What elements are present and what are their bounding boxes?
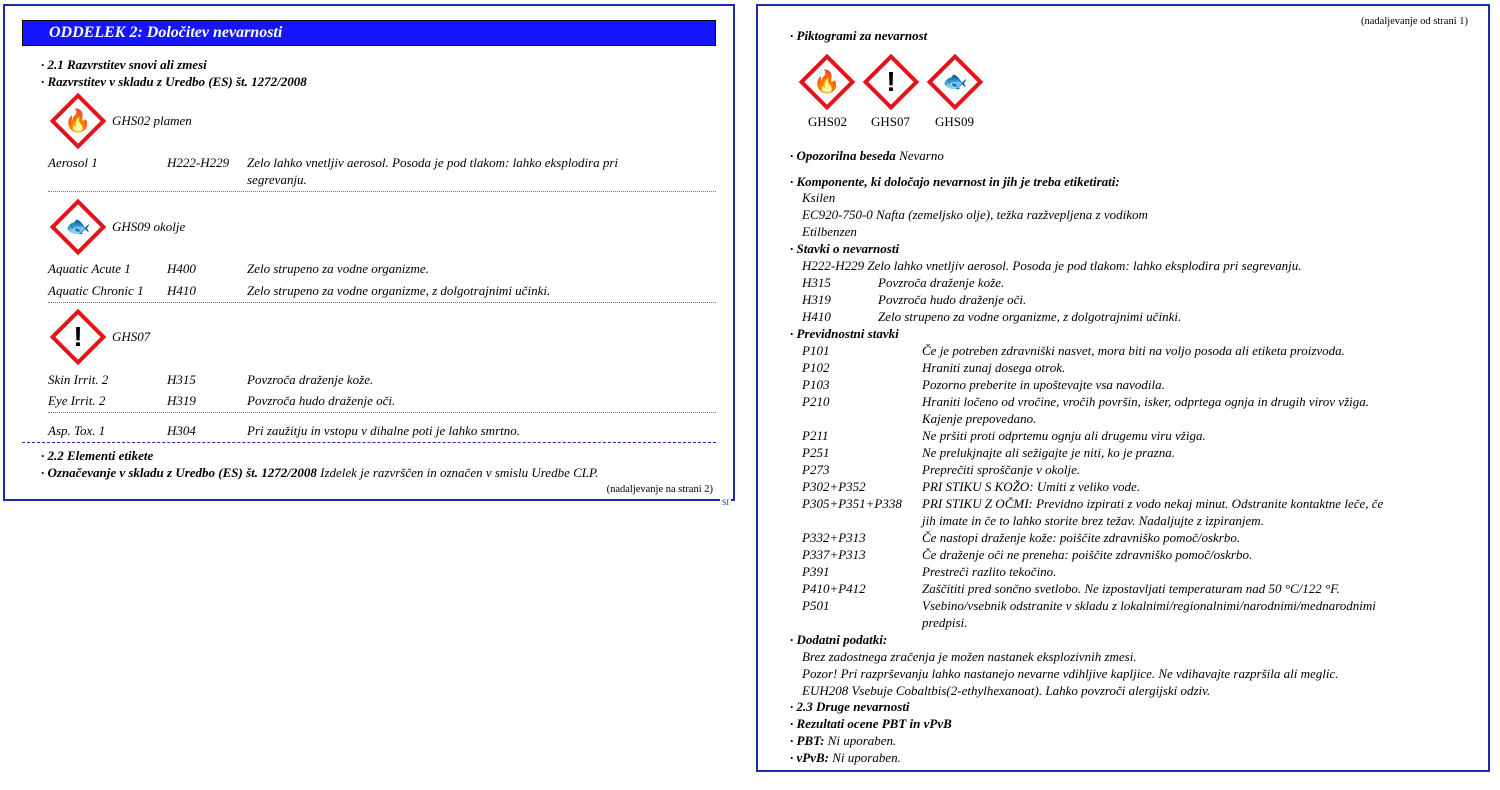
heading-2-3: · 2.3 Druge nevarnosti — [790, 699, 910, 714]
hazard-statement-1: H222-H229 Zelo lahko vnetljiv aerosol. Posoda je pod tlakom: lahko eksplodira pri segrevanju. — [802, 258, 1302, 273]
precaution-text: Prestreči razlito tekočino. — [922, 564, 1057, 579]
aerosol-text-2: segrevanju. — [247, 172, 307, 187]
pbt-line — [790, 733, 896, 749]
divider — [48, 191, 716, 192]
hazard-code-2: H315 — [802, 275, 831, 290]
labelling-line — [41, 465, 599, 481]
hazard-statements-heading: · Stavki o nevarnosti — [790, 241, 900, 256]
additional-info-1: Brez zadostnega zračenja je možen nastanek eksplozivnih zmesi. — [802, 649, 1137, 664]
precaution-code: P302+P352 — [802, 479, 866, 494]
vpvb-line — [790, 750, 901, 766]
heading-classification: · Razvrstitev v skladu z Uredbo (ES) št. 1272/2008 — [41, 74, 307, 89]
flame-pictogram-icon: 🔥 — [796, 51, 858, 113]
precaution-code: P501 — [802, 598, 830, 613]
components-heading: · Komponente, ki določajo nevarnost in jih je treba etiketirati: — [790, 174, 1120, 189]
section-2-banner: ODDELEK 2: Določitev nevarnosti — [22, 20, 716, 46]
hazard-text-2: Povzroča draženje kože. — [878, 275, 1005, 290]
aquatic-acute-text: Zelo strupeno za vodne organizme. — [247, 261, 429, 276]
hazard-text-4: Zelo strupeno za vodne organizme, z dolgotrajnimi učinki. — [878, 309, 1182, 324]
eye-code: H319 — [167, 393, 196, 408]
pbt-value: Ni uporaben. — [827, 733, 897, 748]
precaution-text: Ne pršiti proti odprtemu ognju ali drugemu viru vžiga. — [922, 428, 1206, 443]
skin-category: Skin Irrit. 2 — [48, 372, 109, 387]
ghs02-label: GHS02 plamen — [112, 113, 192, 128]
eye-category: Eye Irrit. 2 — [48, 393, 106, 408]
heading-2-2: · 2.2 Elementi etikete — [41, 448, 154, 463]
precaution-code: P273 — [802, 462, 830, 477]
precaution-code: P103 — [802, 377, 830, 392]
precaution-text: Vsebino/vsebnik odstranite v skladu z lokalnimi/regionalnimi/narodnimi/mednarodnimi — [922, 598, 1376, 613]
component-2: EC920-750-0 Nafta (zemeljsko olje), težka razžvepljena z vodikom — [802, 207, 1148, 222]
precaution-code: P337+P313 — [802, 547, 866, 562]
precaution-text: jih imate in če to lahko storite brez težav. Nadaljujte z izpiranjem. — [922, 513, 1264, 528]
asp-category: Asp. Tox. 1 — [48, 423, 106, 438]
aquatic-chronic-text: Zelo strupeno za vodne organizme, z dolgotrajnimi učinki. — [247, 283, 551, 298]
labelling-heading: · Označevanje v skladu z Uredbo (ES) št. 1272/2008 — [41, 465, 317, 480]
labelling-text: Izdelek je razvrščen in označen v smislu Uredbe CLP. — [320, 465, 599, 480]
precaution-text: Hraniti zunaj dosega otrok. — [922, 360, 1066, 375]
component-1: Ksilen — [802, 190, 836, 205]
hazard-code-3: H319 — [802, 292, 831, 307]
precaution-text: Če draženje oči ne preneha: poiščite zdravniško pomoč/oskrbo. — [922, 547, 1253, 562]
hazard-text-3: Povzroča hudo draženje oči. — [878, 292, 1027, 307]
pictogram-label-ghs07: GHS07 — [871, 114, 911, 129]
additional-info-heading: · Dodatni podatki: — [790, 632, 888, 647]
aerosol-category: Aerosol 1 — [48, 155, 98, 170]
component-3: Etilbenzen — [802, 224, 857, 239]
ghs09-label: GHS09 okolje — [112, 219, 186, 234]
precaution-code: P410+P412 — [802, 581, 866, 596]
pictogram-label-ghs02: GHS02 — [808, 114, 848, 129]
section-divider — [22, 442, 716, 443]
precaution-code: P332+P313 — [802, 530, 866, 545]
precaution-code: P251 — [802, 445, 830, 460]
precaution-text: Preprečiti sproščanje v okolje. — [922, 462, 1081, 477]
precaution-text: predpisi. — [922, 615, 968, 630]
page-right — [756, 4, 1490, 772]
divider — [48, 302, 716, 303]
skin-text: Povzroča draženje kože. — [247, 372, 374, 387]
precaution-text: PRI STIKU S KOŽO: Umiti z veliko vode. — [922, 479, 1141, 494]
precaution-text: Pozorno preberite in upoštevajte vsa navodila. — [922, 377, 1165, 392]
page-left — [3, 4, 735, 507]
divider — [48, 412, 716, 413]
precaution-code: P102 — [802, 360, 830, 375]
precaution-text: Če je potreben zdravniški nasvet, mora biti na voljo posoda ali etiketa proizvoda. — [922, 343, 1345, 358]
pictograms-heading: · Piktogrami za nevarnost — [790, 28, 928, 43]
aquatic-acute-code: H400 — [167, 261, 196, 276]
continued-next: (nadaljevanje na strani 2) — [606, 484, 713, 495]
pbt-results-heading: · Rezultati ocene PBT in vPvB — [790, 716, 952, 731]
hazard-code-4: H410 — [802, 309, 831, 324]
environment-pictogram-icon: 🐟 — [924, 51, 986, 113]
heading-2-1: · 2.1 Razvrstitev snovi ali zmesi — [41, 57, 207, 72]
precaution-text: PRI STIKU Z OČMI: Previdno izpirati z vodo nekaj minut. Odstranite kontaktne leče, če — [922, 496, 1384, 511]
precaution-code: P211 — [802, 428, 829, 443]
additional-info-3: EUH208 Vsebuje Cobaltbis(2-ethylhexanoat). Lahko povzroči alergijski odziv. — [802, 683, 1211, 698]
asp-text: Pri zaužitju in vstopu v dihalne poti je lahko smrtno. — [247, 423, 520, 438]
signal-word-line — [790, 148, 944, 164]
flame-pictogram-icon: 🔥 — [47, 90, 109, 152]
aquatic-chronic-category: Aquatic Chronic 1 — [48, 283, 144, 298]
aquatic-acute-category: Aquatic Acute 1 — [48, 261, 131, 276]
precaution-text: Hraniti ločeno od vročine, vročih površin, isker, odprtega ognja in drugih virov vžiga. — [922, 394, 1369, 409]
eye-text: Povzroča hudo draženje oči. — [247, 393, 396, 408]
precaution-text: Kajenje prepovedano. — [922, 411, 1037, 426]
environment-pictogram-icon: 🐟 — [47, 196, 109, 258]
exclamation-pictogram-icon: ! — [860, 51, 922, 113]
aquatic-chronic-code: H410 — [167, 283, 196, 298]
aerosol-text: Zelo lahko vnetljiv aerosol. Posoda je pod tlakom: lahko eksplodira pri — [247, 155, 619, 170]
pictogram-label-ghs09: GHS09 — [935, 114, 975, 129]
additional-info-2: Pozor! Pri razprševanju lahko nastanejo nevarne vdihljive kapljice. Ne vdihavajte razpršila ali meglic. — [802, 666, 1339, 681]
pbt-label: · PBT: — [790, 733, 825, 748]
continued-prev: (nadaljevanje od strani 1) — [1361, 16, 1468, 27]
signal-word-value: Nevarno — [899, 148, 944, 163]
precautionary-heading: · Previdnostni stavki — [790, 326, 899, 341]
signal-word-heading: · Opozorilna beseda — [790, 148, 896, 163]
precaution-code: P101 — [802, 343, 830, 358]
aerosol-code: H222-H229 — [167, 155, 230, 170]
exclamation-pictogram-icon: ! — [47, 306, 109, 368]
precaution-text: Zaščititi pred sončno svetlobo. Ne izpostavljati temperaturam nad 50 °C/122 °F. — [922, 581, 1340, 596]
precaution-code: P391 — [802, 564, 830, 579]
precaution-code: P210 — [802, 394, 830, 409]
asp-code: H304 — [167, 423, 196, 438]
precaution-text: Če nastopi draženje kože: poiščite zdravniško pomoč/oskrbo. — [922, 530, 1241, 545]
precaution-text: Ne prelukjnajte ali sežigajte je niti, ko je prazna. — [922, 445, 1175, 460]
ghs07-label: GHS07 — [112, 329, 151, 344]
vpvb-label: · vPvB: — [790, 750, 829, 765]
precaution-code: P305+P351+P338 — [802, 496, 902, 511]
vpvb-value: Ni uporaben. — [832, 750, 901, 765]
language-mark: SI — [721, 498, 729, 507]
skin-code: H315 — [167, 372, 196, 387]
